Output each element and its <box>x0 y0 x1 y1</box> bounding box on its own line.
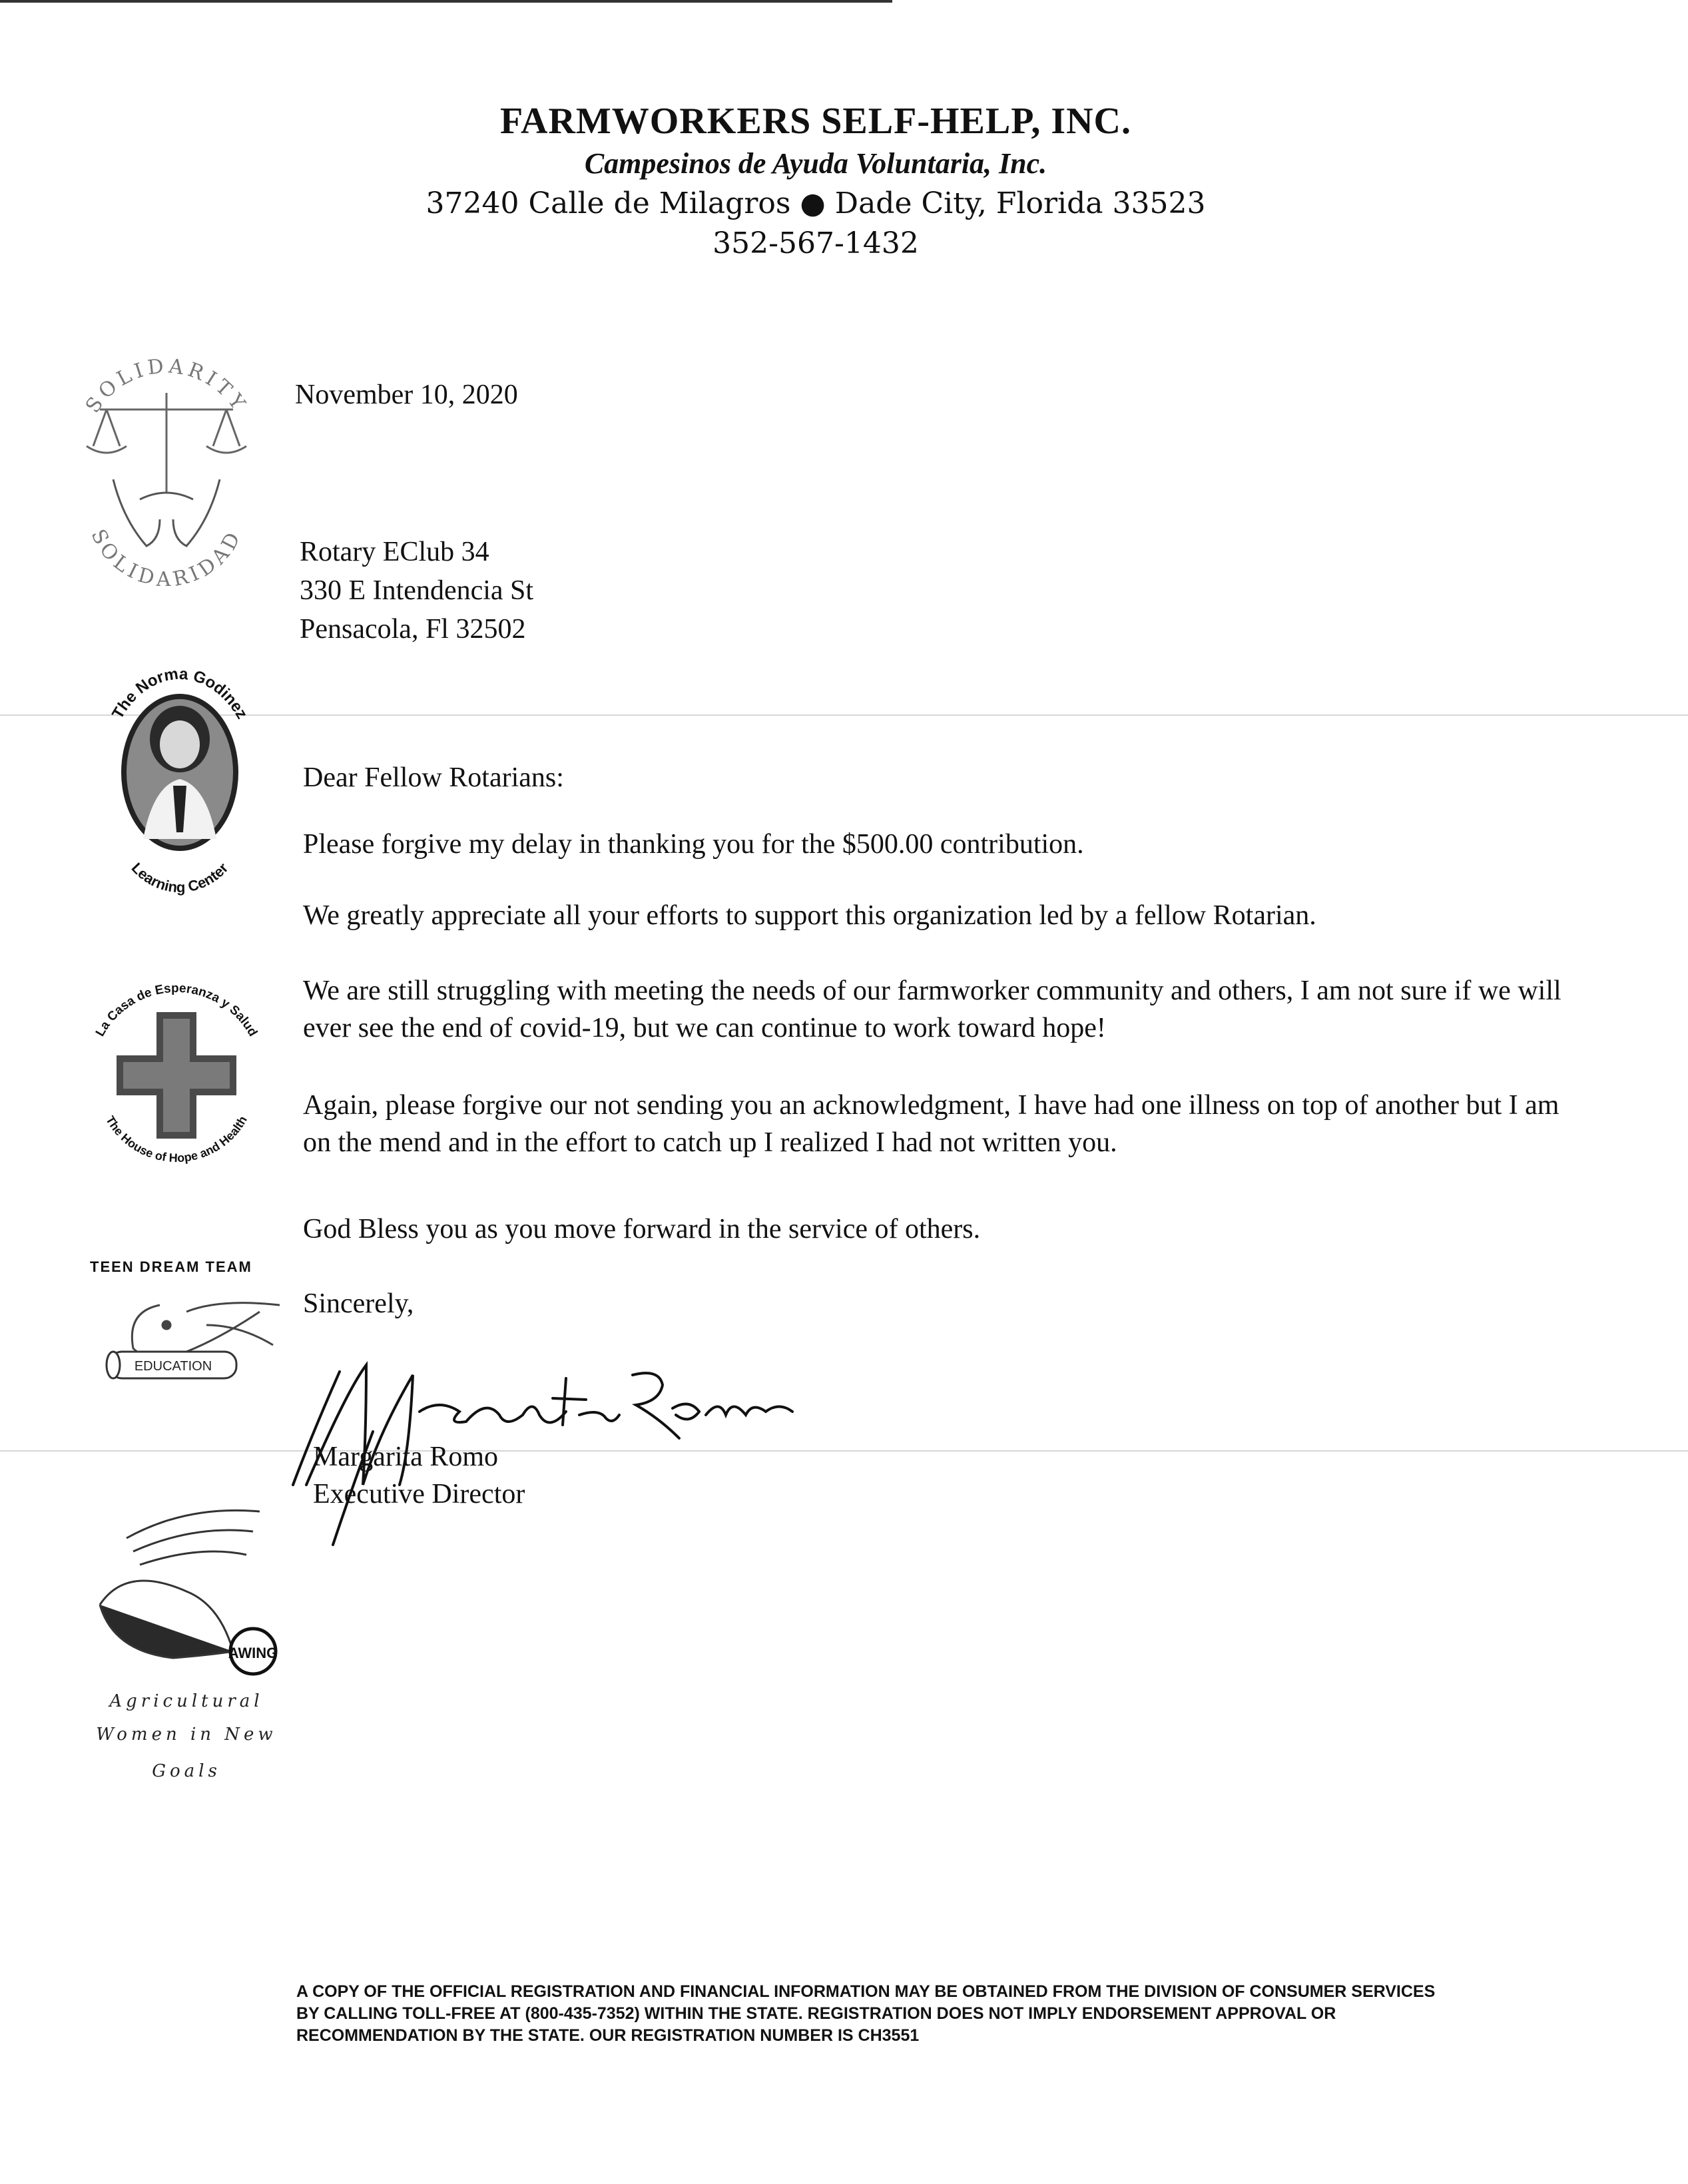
svg-text:SOLIDARIDAD <box>86 525 246 591</box>
learning-center-bottom-text: Learning Center <box>128 859 232 896</box>
casa-top-text: La Casa de Esperanza y Salud <box>93 981 260 1039</box>
letter-date: November 10, 2020 <box>295 380 518 410</box>
scales-icon <box>87 393 246 493</box>
casa-esperanza-logo <box>73 965 280 1179</box>
paragraph-3: We are still struggling with meeting the needs of our farmworker community and others, I am not sure if we will ever see the end of covid-19, but we can continue to work toward hope! <box>303 975 1561 1043</box>
awing-badge-icon <box>228 1629 278 1674</box>
teen-dream-team-label: TEEN DREAM TEAM <box>90 1258 252 1275</box>
scroll-text: EDUCATION <box>134 1359 212 1374</box>
teen-dream-team-logo <box>87 1258 300 1412</box>
cross-icon <box>117 1012 236 1139</box>
signer-name: Margarita Romo <box>313 1442 499 1472</box>
signer-title: Executive Director <box>313 1479 525 1509</box>
recipient-name: Rotary EClub 34 <box>300 537 489 567</box>
signer-block <box>313 1438 525 1513</box>
paragraph-1: Please forgive my delay in thanking you for the $500.00 contribution. <box>303 829 1084 860</box>
closing: Sincerely, <box>303 1288 414 1319</box>
paragraph-4: Again, please forgive our not sending you an acknowledgment, I have had one illness on top of another but I am on the mend and in the effort to catch up I realized I had not written you. <box>303 1090 1559 1158</box>
paragraph-5: God Bless you as you move forward in the service of others. <box>303 1214 981 1244</box>
recipient-street: 330 E Intendencia St <box>300 575 534 606</box>
recipient-city: Pensacola, Fl 32502 <box>300 614 526 645</box>
organization-address: 37240 Calle de Milagros ● Dade City, Florida 33523 <box>425 186 1206 220</box>
paragraph-2: We greatly appreciate all your efforts to support this organization led by a fellow Rotarian. <box>303 900 1316 931</box>
fold-line <box>0 1450 1688 1452</box>
casa-bottom-text: The House of Hope and Health <box>103 1113 250 1165</box>
solidarity-bottom-text: SOLIDARIDAD <box>86 525 247 592</box>
learning-center-logo <box>87 659 273 899</box>
organization-name: FARMWORKERS SELF-HELP, INC. <box>500 101 1131 142</box>
organization-phone: 352-567-1432 <box>712 226 919 260</box>
awing-logo <box>87 1492 286 1798</box>
registration-disclaimer: A COPY OF THE OFFICIAL REGISTRATION AND FINANCIAL INFORMATION MAY BE OBTAINED FROM THE DIVISION OF CONSUMER SERVICES BY CALLING TOLL-FREE AT (800-435-7352) WITHIN THE STATE. REGISTRATION DOES NOT IMPLY ENDORSEMENT APPROVAL OR RECOMMENDATION BY THE STATE. OUR REGISTRATION NUMBER IS CH3551 <box>296 1982 1436 2045</box>
organization-spanish-name: Campesinos de Ayuda Voluntaria, Inc. <box>584 147 1047 180</box>
awing-badge-text: AWING <box>228 1645 278 1661</box>
top-edge-line <box>0 0 892 3</box>
svg-text:Learning Center <box>129 860 232 896</box>
awing-line-1: Agricultural <box>109 1691 264 1711</box>
solidarity-top-text: SOLIDARITY <box>81 354 252 417</box>
salutation: Dear Fellow Rotarians: <box>303 762 564 793</box>
learning-center-top-text: The Norma Godinez <box>109 665 251 722</box>
awing-line-2: Women in New <box>96 1725 277 1745</box>
recipient-address-block <box>300 533 533 649</box>
diploma-scroll-icon <box>107 1352 236 1378</box>
eagle-head-icon <box>132 1303 280 1358</box>
solidarity-logo <box>60 346 273 599</box>
awing-line-3: Goals <box>152 1761 221 1781</box>
